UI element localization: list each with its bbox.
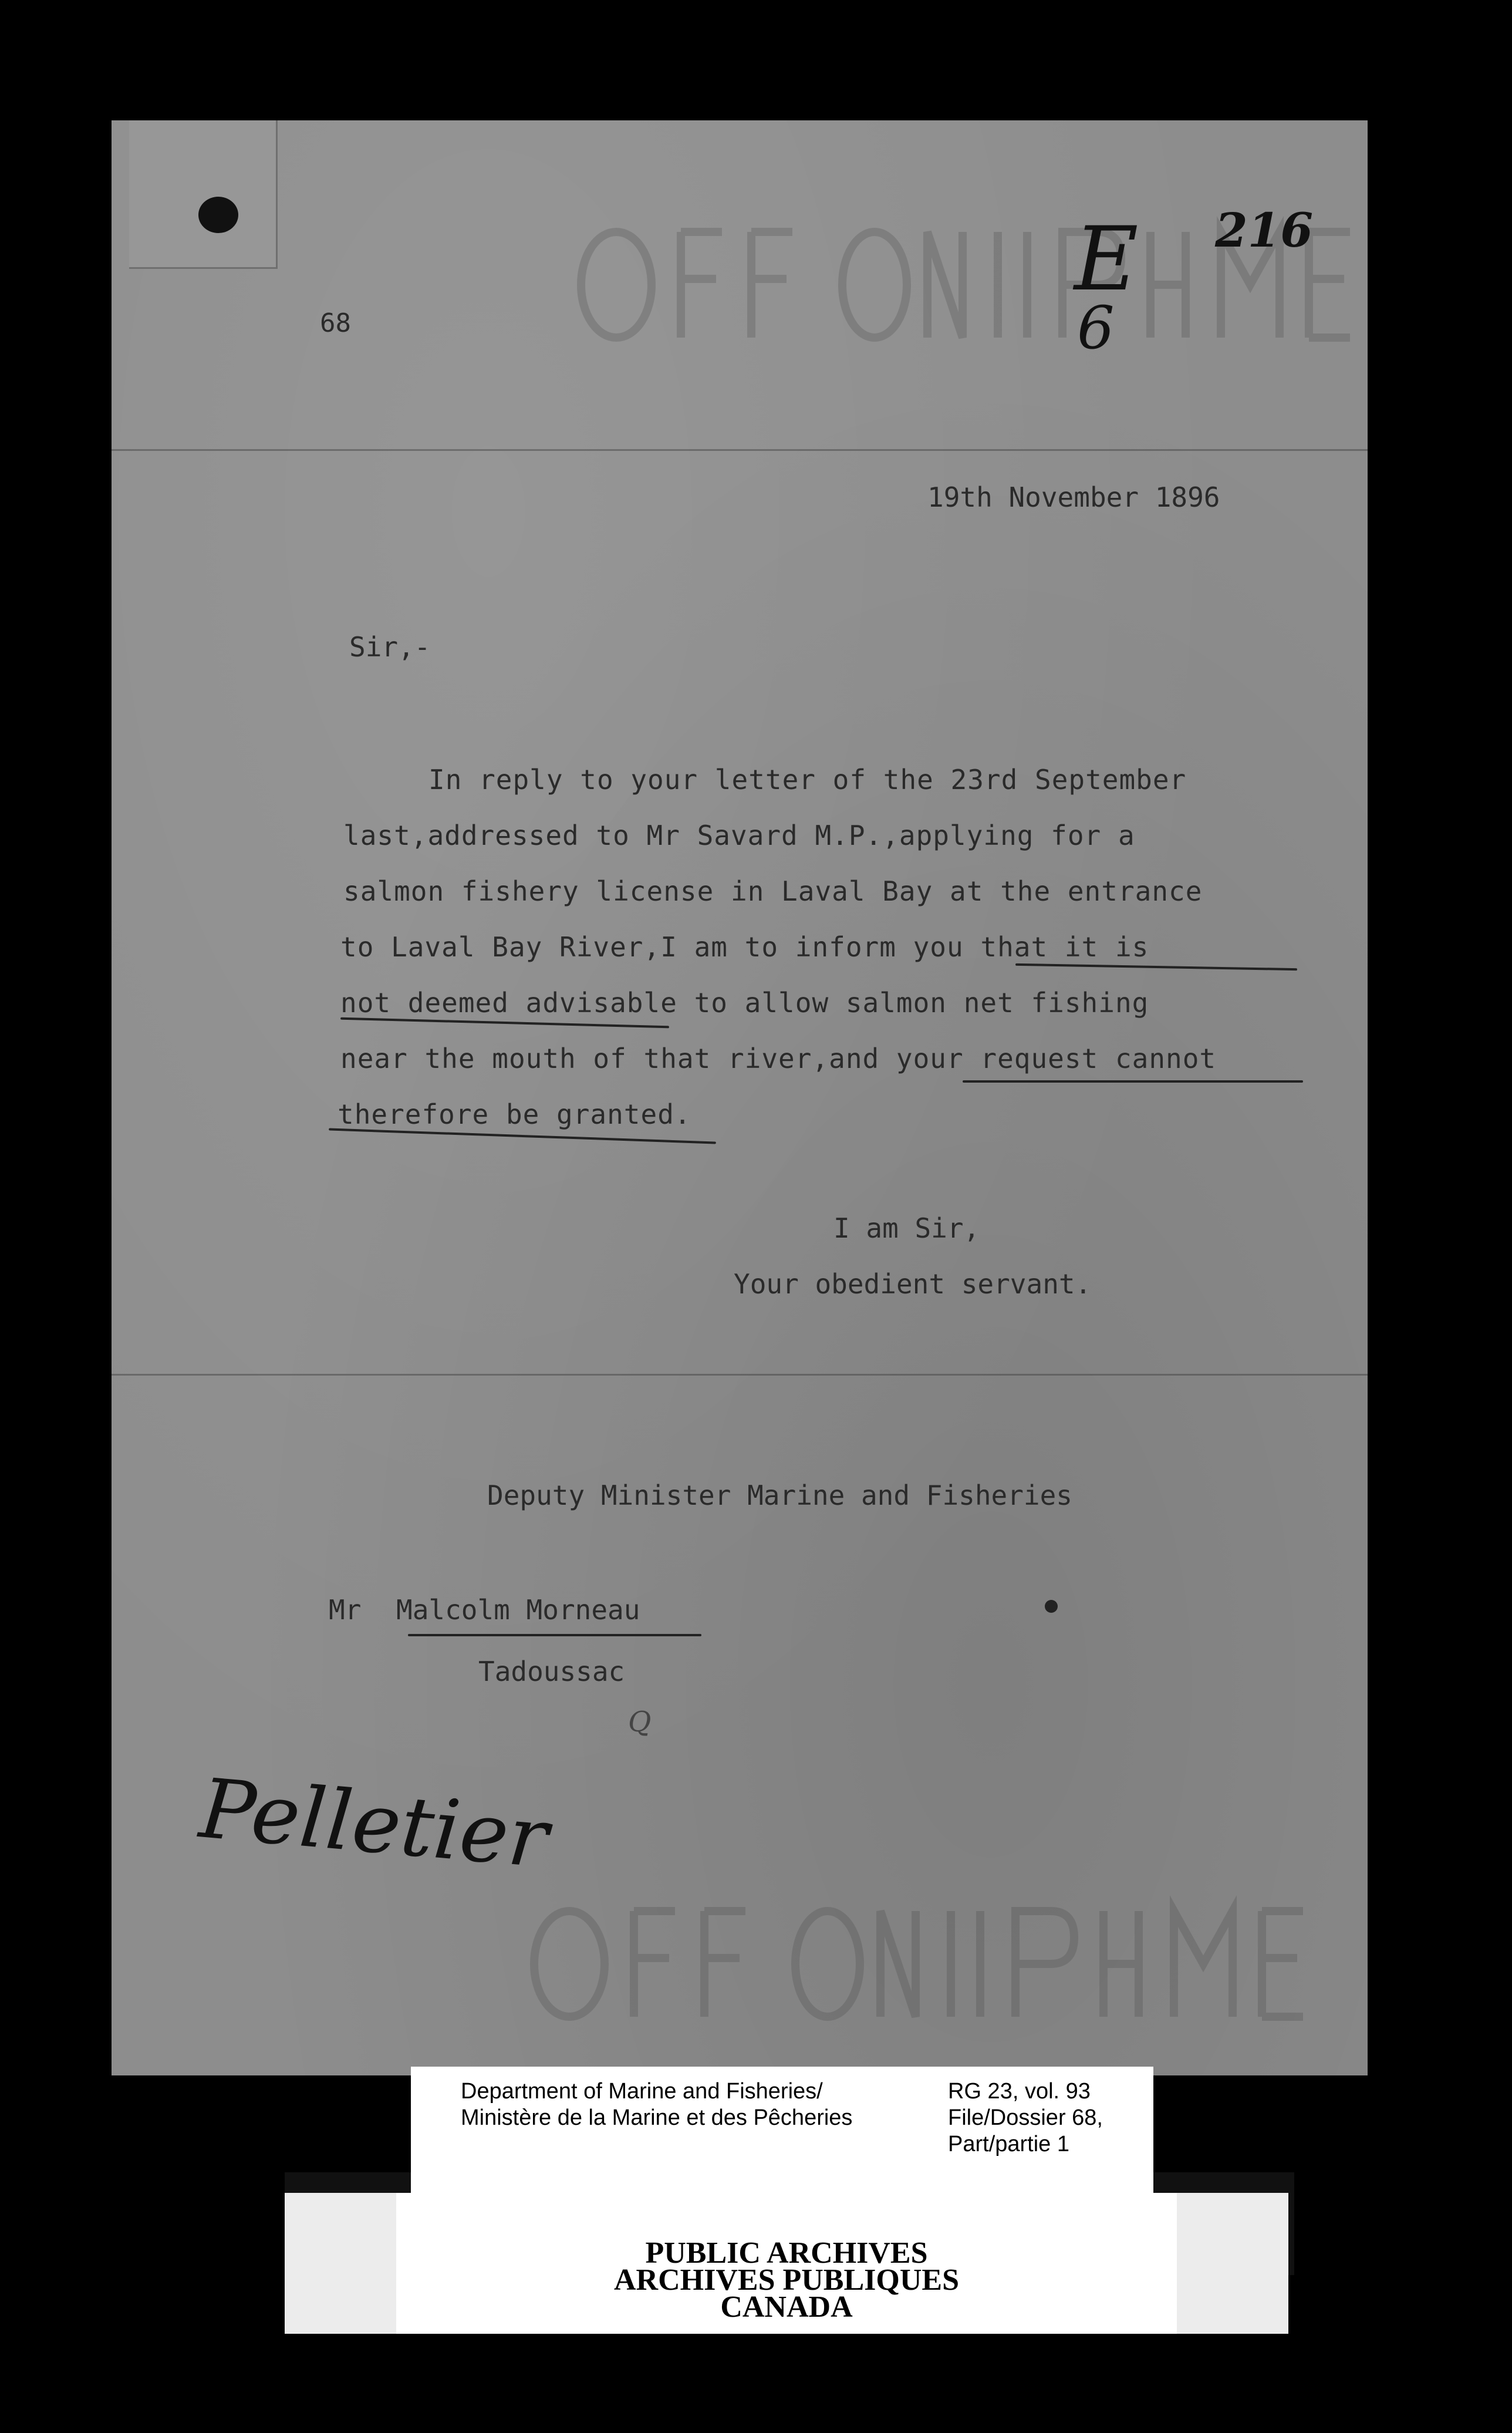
reference-line-2: File/Dossier 68,	[948, 2105, 1103, 2130]
reference-block	[948, 2078, 1103, 2158]
archive-stamp-line-1: PUBLIC ARCHIVES	[645, 2236, 928, 2270]
archive-stamp-panel	[396, 2193, 1177, 2334]
fold-line-top	[112, 449, 1368, 451]
archive-stamp-line-2: ARCHIVES PUBLIQUES	[613, 2263, 960, 2297]
body-line-3: salmon fishery license in Laval Bay at the entrance	[343, 875, 1203, 907]
handwritten-mark-e: E	[1074, 208, 1139, 311]
file-number: 68	[320, 308, 351, 338]
body-line-6: near the mouth of that river,and your request cannot	[340, 1043, 1217, 1074]
archive-stamp-card	[285, 2193, 1288, 2334]
letter-page	[112, 120, 1368, 2075]
body-line-1: In reply to your letter of the 23rd September	[428, 764, 1187, 796]
department-line-1: Department of Marine and Fisheries/	[461, 2079, 823, 2104]
signature-title: Deputy Minister Marine and Fisheries	[487, 1480, 1072, 1511]
handwritten-signature: Pelletier	[196, 1761, 552, 1887]
handwritten-page-number: 216	[1215, 203, 1313, 258]
underline-request-cannot	[963, 1080, 1303, 1083]
closing-obedient-servant: Your obedient servant.	[734, 1268, 1092, 1300]
corner-stamp-box	[129, 120, 278, 269]
department-line-2: Ministère de la Marine et des Pêcheries	[461, 2105, 853, 2130]
addressee-prefix: Mr	[329, 1594, 362, 1626]
letterhead-watermark-bottom	[522, 1888, 1373, 2043]
reference-line-3: Part/partie 1	[948, 2132, 1069, 2156]
small-handwritten-mark: Q	[628, 1706, 652, 1738]
letter-date: 19th November 1896	[927, 481, 1220, 513]
ink-spot	[1045, 1600, 1058, 1613]
letter-salutation: Sir,-	[349, 631, 431, 663]
body-line-2: last,addressed to Mr Savard M.P.,applying for a	[343, 820, 1135, 851]
punch-hole	[198, 197, 238, 233]
underline-addressee-name	[408, 1634, 701, 1636]
body-line-7: therefore be granted.	[338, 1098, 691, 1130]
fold-line-middle	[112, 1374, 1368, 1376]
addressee-name: Malcolm Morneau	[396, 1594, 640, 1626]
handwritten-mark-6: 6	[1077, 294, 1115, 362]
addressee-place: Tadoussac	[478, 1656, 625, 1687]
archive-stamp-line-3: CANADA	[720, 2290, 853, 2324]
archive-reference-label	[411, 2067, 1153, 2205]
body-line-4: to Laval Bay River,I am to inform you that it is	[340, 931, 1149, 963]
closing-i-am-sir: I am Sir,	[833, 1212, 980, 1244]
reference-line-1: RG 23, vol. 93	[948, 2079, 1091, 2104]
body-line-5: not deemed advisable to allow salmon net fishing	[340, 987, 1149, 1019]
department-block	[461, 2078, 852, 2131]
